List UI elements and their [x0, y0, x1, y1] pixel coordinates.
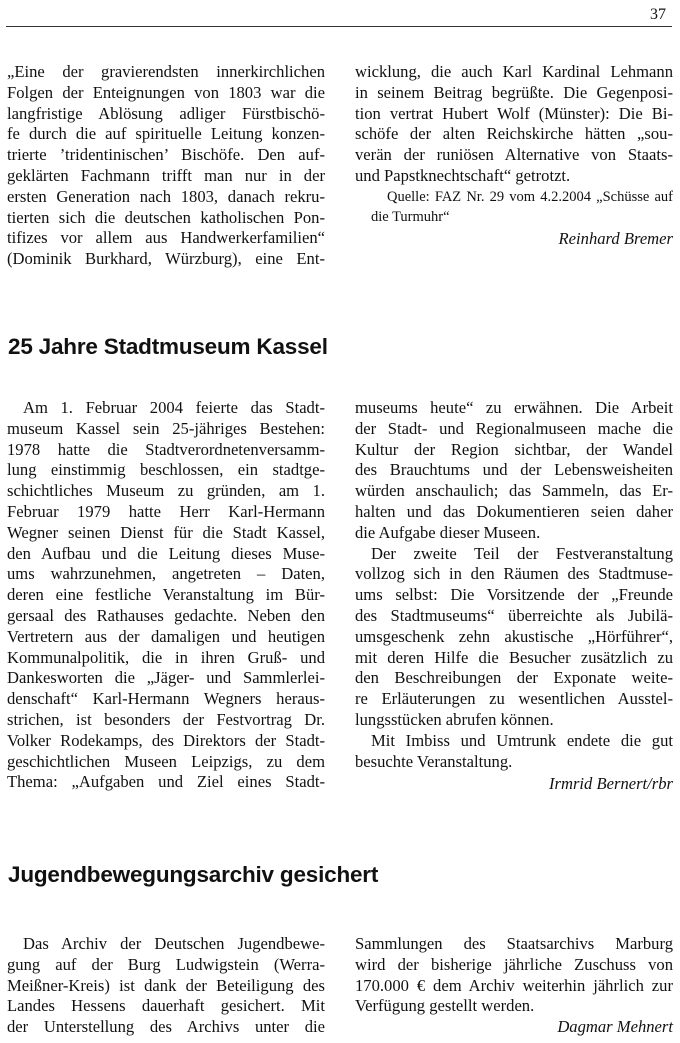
- text-line: Der zweite Teil der Festveranstaltung: [371, 543, 673, 563]
- text-line: museum Kassel sein 25-jähriges Bestehen:: [7, 418, 325, 438]
- text-line: der Stadt- und Regionalmuseen mache die: [355, 418, 673, 438]
- text-line: umsgeschenk zehn akustische „Hörführer“,: [355, 626, 673, 646]
- text-line: wird der bisherige jährliche Zuschuss von: [355, 954, 673, 974]
- text-line: Dankesworten die „Jäger- und Sammlerlei-: [7, 668, 325, 688]
- text-line: (Dominik Burkhard, Würzburg), eine Ent-: [7, 249, 325, 269]
- article1-right-column: [355, 62, 673, 250]
- article3-title: Jugendbewegungsarchiv gesichert: [8, 862, 379, 887]
- text-line: ums wahrzunehmen, angetreten – Daten,: [7, 564, 325, 584]
- text-line: re Erläuterungen zu wesentlichen Ausstel-: [355, 689, 673, 709]
- text-line: „Eine der gravierendsten innerkirchlichen: [7, 62, 325, 81]
- text-line: denschaft“ Karl-Hermann Wegners heraus-: [7, 689, 325, 709]
- text-line: tierten sich die deutschen katholischen Pon-: [7, 207, 325, 227]
- article3-left-paragraph: [7, 934, 325, 1038]
- text-line: Quelle: FAZ Nr. 29 vom 4.2.2004 „Schüsse auf: [387, 188, 673, 205]
- text-line: deren eine festliche Veranstaltung im Bür-: [7, 585, 325, 605]
- article3-right-column: [355, 934, 673, 1038]
- text-line: Das Archiv der Deutschen Jugendbewe-: [23, 934, 325, 953]
- article1-left-paragraph: [7, 62, 325, 270]
- text-line: in seinem Beitrag begrüßte. Die Gegenposi-: [355, 82, 673, 102]
- text-line: Folgen der Enteignungen von 1803 war die: [7, 82, 325, 102]
- text-line: des Brauchtums und der Lebensweisheiten: [355, 460, 673, 480]
- text-line: Verfügung gestellt werden.: [355, 996, 535, 1016]
- text-line: die Aufgabe dieser Museen.: [355, 522, 541, 542]
- article1-source: [355, 187, 673, 227]
- text-line: den Aufbau und die Leitung dieses Muse-: [7, 543, 325, 563]
- text-line: würden anschaulich; das Sammeln, das Er-: [355, 481, 673, 501]
- article2-left-paragraph: [7, 398, 325, 793]
- text-line: vollzog sich in den Räumen des Stadtmuse-: [355, 564, 673, 584]
- text-line: trierte ’tridentinischen’ Bischöfe. Den auf-: [7, 145, 325, 165]
- article1-left-column: [7, 62, 325, 270]
- text-line: 170.000 € dem Archiv weiterhin jährlich zur: [355, 975, 673, 995]
- text-line: Meißner-Kreis) ist dank der Beteiligung des: [7, 975, 325, 995]
- text-line: und Papstknechtschaft“ getrotzt.: [355, 165, 571, 185]
- text-line: langfristige Ablösung adliger Fürstbischö-: [7, 103, 325, 123]
- text-line: den Beschreibungen der Exponate weite-: [355, 668, 673, 688]
- page-number: 37: [650, 6, 666, 23]
- article2-title: 25 Jahre Stadtmuseum Kassel: [8, 334, 328, 359]
- text-line: die Turmuhr“: [371, 208, 450, 225]
- text-line: schöfe der alten Reichskirche hätten „sou-: [355, 124, 673, 144]
- article2-right-column: [355, 398, 673, 795]
- text-line: ums selbst: Die Vorsitzende der „Freunde: [355, 585, 673, 605]
- text-line: Wegner seinen Dienst für die Stadt Kassel,: [7, 522, 325, 542]
- article2-right-paragraph-2: [355, 544, 673, 731]
- text-line: lungsstücken abrufen können.: [355, 709, 554, 729]
- text-line: der Unterstellung des Archivs unter die: [7, 1017, 325, 1037]
- text-line: halten und das Dokumentieren seien daher: [355, 501, 673, 521]
- text-line: Vertretern aus der damaligen und heutigen: [7, 626, 325, 646]
- article3-left-column: [7, 934, 325, 1038]
- text-line: Februar 1979 hatte Herr Karl-Hermann: [7, 501, 325, 521]
- text-line: geschichtlichen Museen Leipzigs, zu dem: [7, 751, 325, 771]
- text-line: schichtliches Museum zu gründen, am 1.: [7, 481, 325, 501]
- article2-right-paragraph-1: [355, 398, 673, 544]
- text-line: museums heute“ zu erwähnen. Die Arbeit: [355, 398, 673, 417]
- text-line: strichen, ist besonders der Festvortrag Dr.: [7, 709, 325, 729]
- header-rule: [6, 26, 672, 27]
- text-line: gung auf der Burg Ludwigstein (Werra-: [7, 954, 325, 974]
- text-line: geklärten Fachmann trifft man nur in der: [7, 165, 325, 185]
- text-line: tifizes vor allem aus Handwerkerfamilien“: [7, 228, 325, 248]
- text-line: Volker Rodekamps, des Direktors der Stadt-: [7, 730, 325, 750]
- text-line: Landes Hessens dauerhaft gesichert. Mit: [7, 996, 325, 1016]
- text-line: Mit Imbiss und Umtrunk endete die gut: [371, 730, 673, 750]
- article1-author: Reinhard Bremer: [558, 228, 673, 248]
- text-line: tion vertrat Hubert Wolf (Münster): Die Bi-: [355, 103, 673, 123]
- article2-left-column: [7, 398, 325, 793]
- text-line: des Stadtmuseums“ überreichte als Jubilä-: [355, 605, 673, 625]
- article3-right-paragraph: [355, 934, 673, 1017]
- text-line: lung einstimmig beschlossen, ein stadtge-: [7, 460, 325, 480]
- text-line: fe durch die auf spirituelle Leitung konzen-: [7, 124, 325, 144]
- text-line: Am 1. Februar 2004 feierte das Stadt-: [23, 398, 325, 417]
- article2-right-paragraph-3: [355, 731, 673, 773]
- text-line: wicklung, die auch Karl Kardinal Lehmann: [355, 62, 673, 81]
- text-line: 1978 hatte die Stadtverordnetenversamm-: [7, 439, 325, 459]
- text-line: gersaal des Rathauses gedachte. Neben den: [7, 605, 325, 625]
- text-line: verän der runiösen Alternative von Staats-: [355, 145, 673, 165]
- text-line: Kommunalpolitik, die in ihren Gruß- und: [7, 647, 325, 667]
- text-line: Sammlungen des Staatsarchivs Marburg: [355, 934, 673, 953]
- article1-right-paragraph: [355, 62, 673, 187]
- text-line: Kultur der Region sichtbar, der Wandel: [355, 439, 673, 459]
- text-line: besuchte Veranstaltung.: [355, 751, 513, 771]
- text-line: Thema: „Aufgaben und Ziel eines Stadt-: [7, 772, 325, 792]
- text-line: ersten Generation nach 1803, danach rekru-: [7, 186, 325, 206]
- text-line: mit deren Hilfe die Besucher zusätzlich zu: [355, 647, 673, 667]
- article3-author: Dagmar Mehnert: [557, 1017, 673, 1037]
- article2-author: Irmrid Bernert/rbr: [549, 774, 673, 794]
